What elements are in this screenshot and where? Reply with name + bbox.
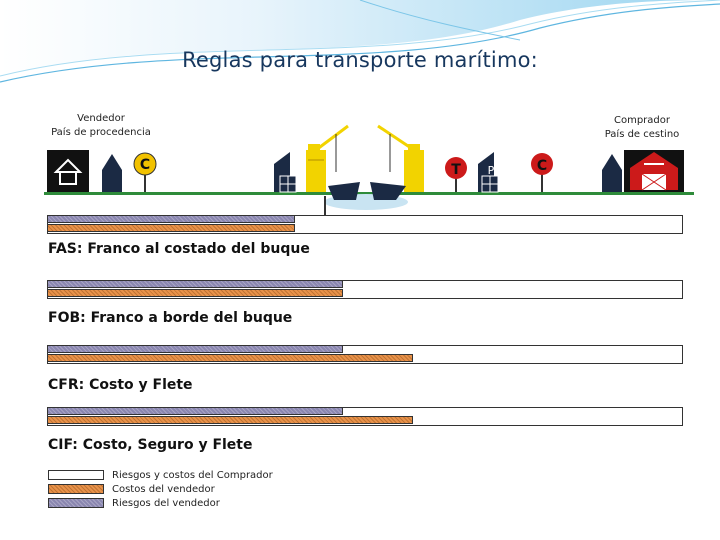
ship-icon <box>324 182 408 218</box>
customs-sign-letter: C <box>139 157 151 173</box>
legend-label-buyer: Riesgos y costos del Comprador <box>112 470 273 481</box>
crane-icon <box>378 126 424 192</box>
customs-icon <box>134 153 156 192</box>
customs-icon <box>531 153 553 192</box>
term-label-fas: FAS: Franco al costado del buque <box>48 241 310 257</box>
seller-risk-segment <box>47 407 343 415</box>
legend-label-cost: Costos del vendedor <box>112 484 215 495</box>
term-bar-fas <box>47 215 683 234</box>
house-icon <box>47 150 89 192</box>
parking-sign-letter: P <box>487 164 495 177</box>
crane-icon <box>306 126 348 192</box>
legend-swatch-cost <box>48 484 104 494</box>
term-bar-cfr <box>47 345 683 364</box>
page-title: Reglas para transporte marítimo: <box>182 48 538 72</box>
transport-sign-letter: T <box>451 162 461 178</box>
barn-icon <box>624 150 684 192</box>
seller-cost-segment <box>47 224 295 232</box>
buyer-line2: País de cestino <box>604 129 680 140</box>
legend-label-risk: Riesgos del vendedor <box>112 498 220 509</box>
seller-cost-segment <box>47 354 413 362</box>
term-label-cfr: CFR: Costo y Flete <box>48 377 193 393</box>
customs-sign-letter-buyer: C <box>536 158 548 174</box>
seller-risk-segment <box>47 215 295 223</box>
term-bar-cif <box>47 407 683 426</box>
seller-cost-segment <box>47 416 413 424</box>
shipping-scene <box>44 120 694 220</box>
buyer-line1: Comprador <box>613 115 670 126</box>
seller-line1: Vendedor <box>77 113 125 124</box>
warehouse-icon <box>274 152 296 192</box>
parking-icon <box>478 152 498 192</box>
term-label-fob: FOB: Franco a borde del buque <box>48 310 293 326</box>
transport-icon <box>445 157 467 192</box>
seller-risk-segment <box>47 280 343 288</box>
legend-swatch-risk <box>48 498 104 508</box>
church-icon <box>602 154 622 192</box>
seller-line2: País de procedencia <box>51 127 151 138</box>
church-icon <box>102 154 122 192</box>
legend-swatch-buyer <box>48 470 104 480</box>
term-bar-fob <box>47 280 683 299</box>
term-label-cif: CIF: Costo, Seguro y Flete <box>48 437 253 453</box>
header-wave-decoration <box>0 0 720 90</box>
seller-risk-segment <box>47 345 343 353</box>
seller-cost-segment <box>47 289 343 297</box>
